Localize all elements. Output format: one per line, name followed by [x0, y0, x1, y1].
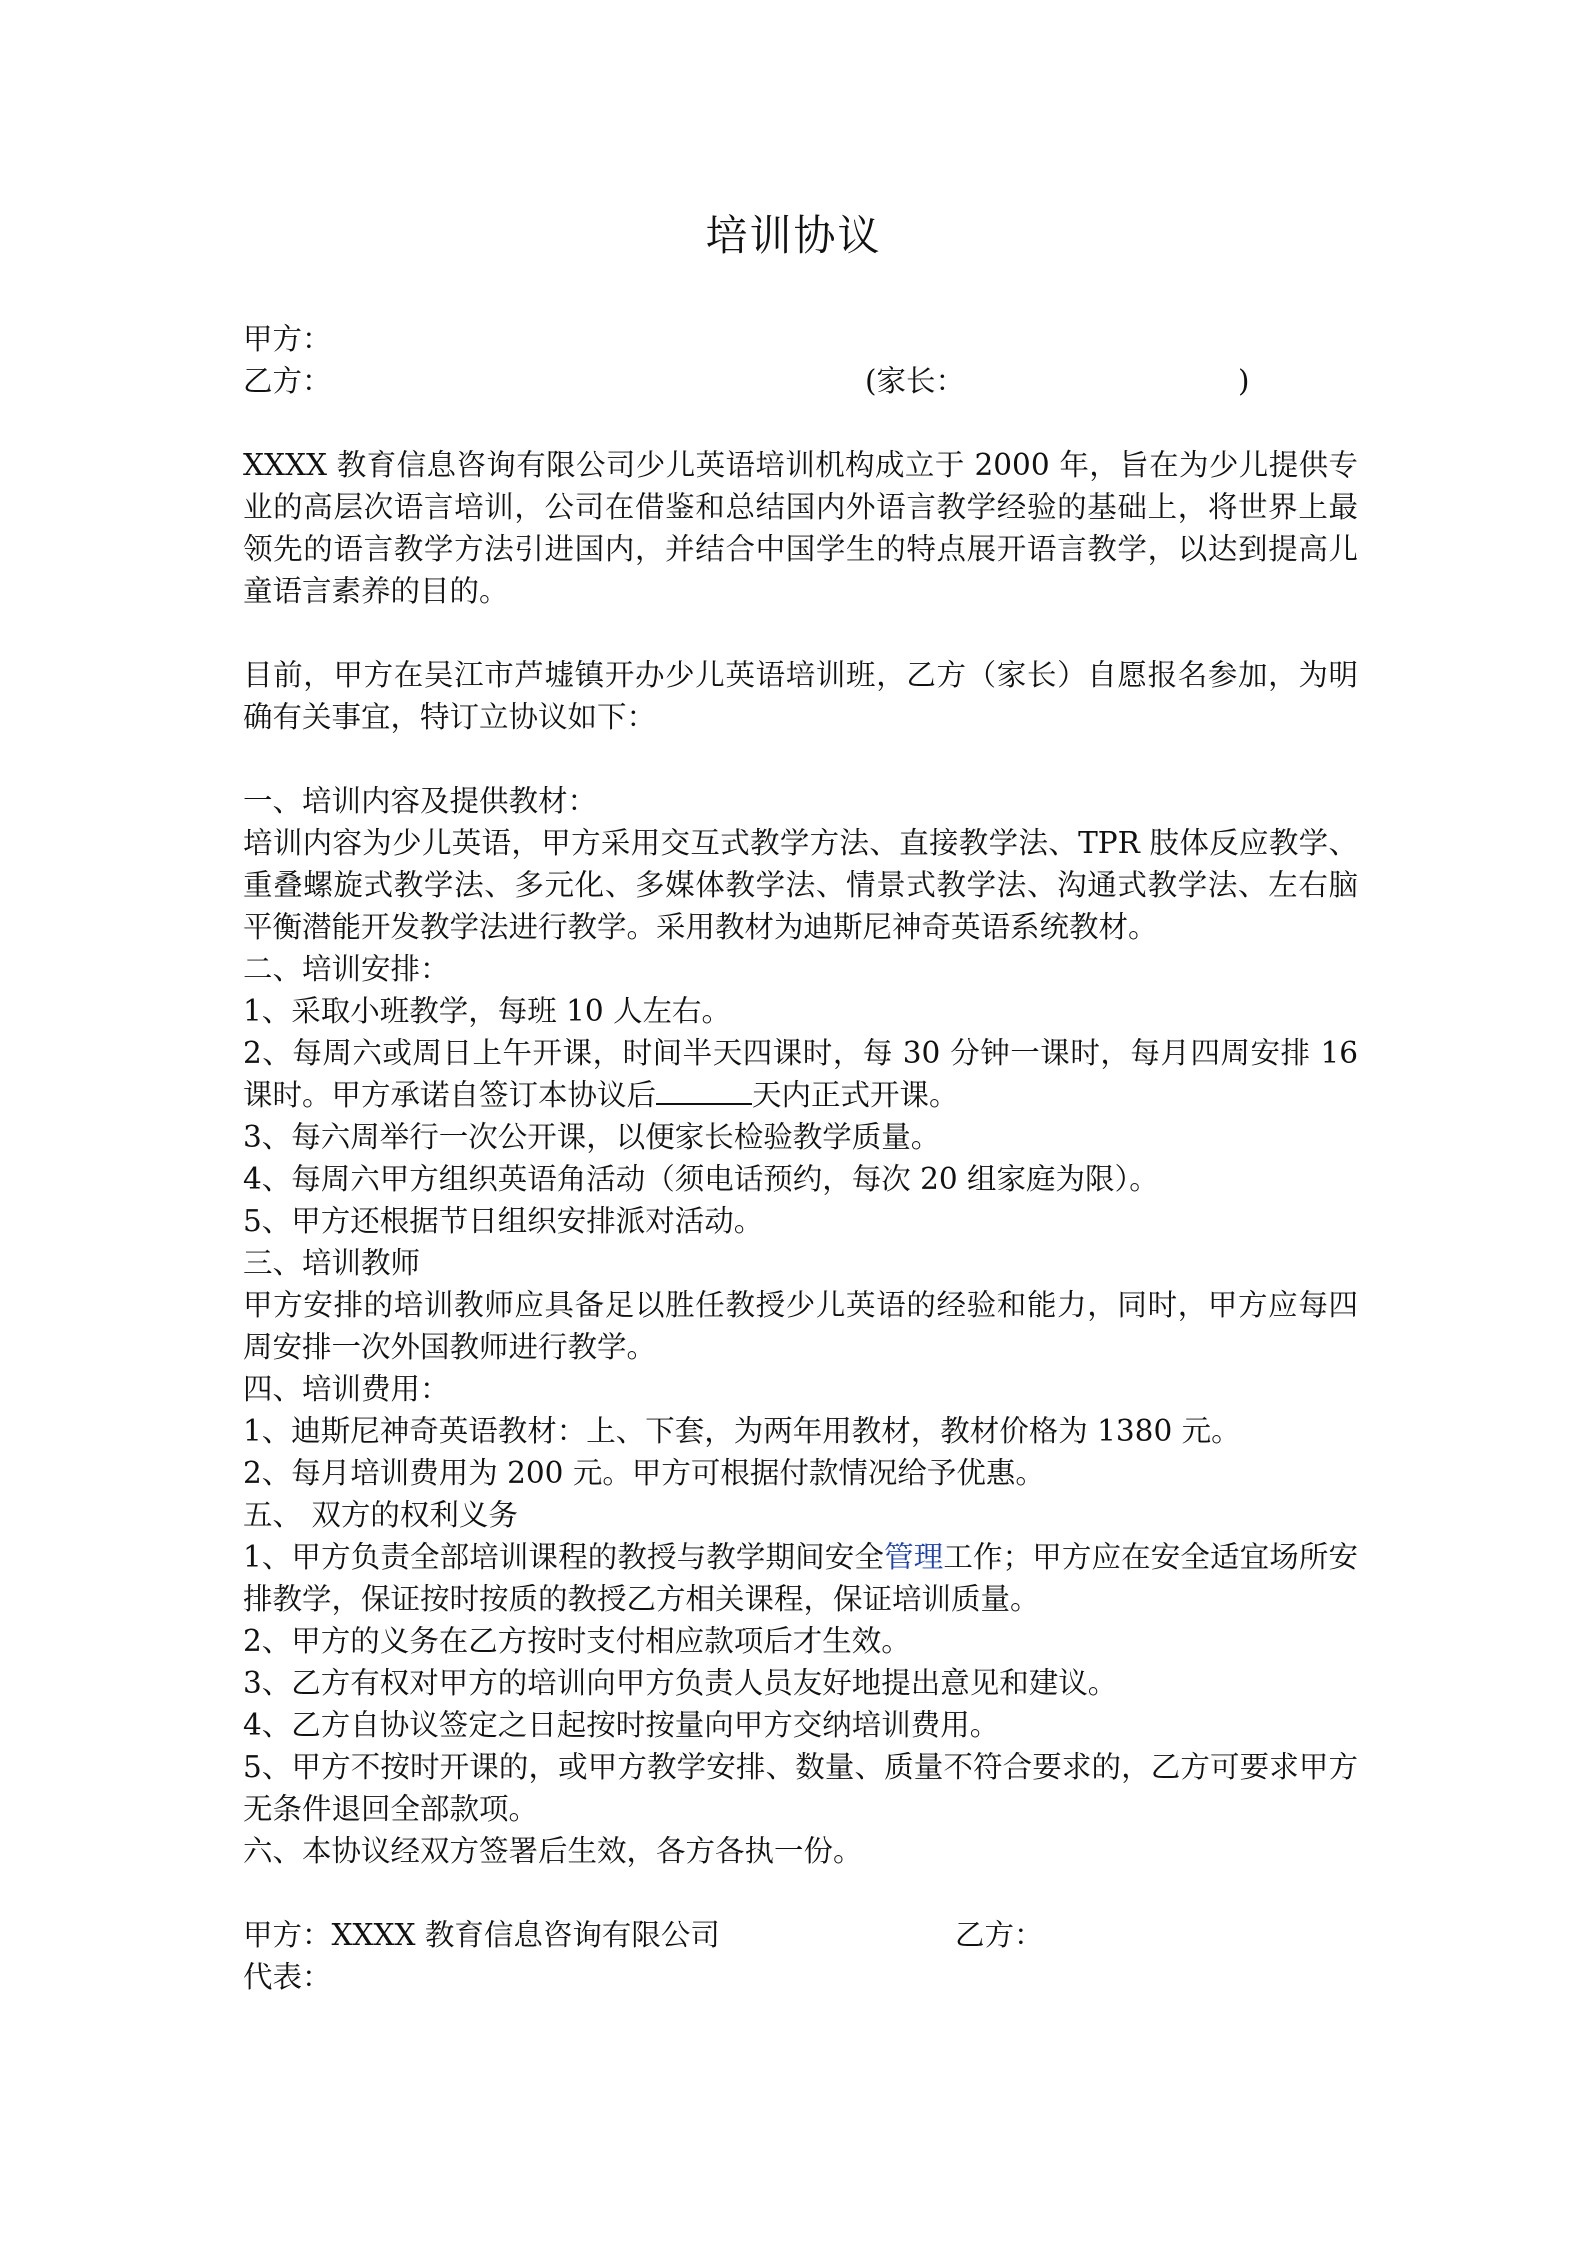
- section-5-item-1: [243, 1536, 1358, 1620]
- section-5-item-2: 2、甲方的义务在乙方按时支付相应款项后才生效。: [243, 1624, 911, 1658]
- section-4-item-1: 1、迪斯尼神奇英语教材：上、下套，为两年用教材，教材价格为 1380 元。: [243, 1414, 1241, 1448]
- spacer: [243, 738, 1358, 780]
- section-5-item-1-tail: 工作；甲方应在安全适宜场所安排教学，保证按时按质的教授乙方相关课程，保证培训质量。: [243, 1540, 1358, 1616]
- party-b-label: 乙方：: [243, 364, 332, 398]
- representative-line: 代表：: [243, 1960, 332, 1994]
- section-4-heading: 四、培训费用：: [243, 1372, 450, 1406]
- section-5-item-5: 5、甲方不按时开课的，或甲方教学安排、数量、质量不符合要求的，乙方可要求甲方无条件退回全部款项。: [243, 1750, 1358, 1826]
- intro-paragraph-2: 目前，甲方在吴江市芦墟镇开办少儿英语培训班，乙方（家长）自愿报名参加，为明确有关事宜，特订立协议如下：: [243, 658, 1358, 734]
- parent-label: (家长：: [865, 364, 966, 398]
- signature-party-b: 乙方：: [955, 1918, 1044, 1952]
- days-blank-field: [656, 1075, 752, 1105]
- section-2-item-3: 3、每六周举行一次公开课，以便家长检验教学质量。: [243, 1120, 941, 1154]
- section-2-item-4: 4、每周六甲方组织英语角活动（须电话预约，每次 20 组家庭为限）。: [243, 1162, 1159, 1196]
- spacer: [243, 612, 1358, 654]
- party-b-line: [243, 360, 1358, 402]
- management-link[interactable]: 管理: [884, 1540, 944, 1574]
- section-2-item-1: 1、采取小班教学，每班 10 人左右。: [243, 994, 732, 1028]
- spacer: [243, 1872, 1358, 1914]
- party-a-label: 甲方：: [243, 322, 332, 356]
- section-3-body: 甲方安排的培训教师应具备足以胜任教授少儿英语的经验和能力，同时，甲方应每四周安排一次外国教师进行教学。: [243, 1288, 1358, 1364]
- party-a-line: [243, 318, 1358, 360]
- section-2-item-2-text: 2、每周六或周日上午开课，时间半天四课时，每 30 分钟一课时，每月四周安排 16 课时。甲方承诺自签订本协议后: [243, 1036, 1358, 1112]
- section-1-heading: 一、培训内容及提供教材：: [243, 784, 598, 818]
- section-3-heading: 三、培训教师: [243, 1246, 421, 1280]
- section-5-item-4: 4、乙方自协议签定之日起按时按量向甲方交纳培训费用。: [243, 1708, 1000, 1742]
- section-5-item-3: 3、乙方有权对甲方的培训向甲方负责人员友好地提出意见和建议。: [243, 1666, 1118, 1700]
- section-2-item-2: [243, 1032, 1358, 1116]
- parent-close: ): [1238, 364, 1250, 398]
- signature-row: [243, 1914, 1358, 1956]
- section-2-heading: 二、培训安排：: [243, 952, 450, 986]
- section-2-item-5: 5、甲方还根据节日组织安排派对活动。: [243, 1204, 764, 1238]
- section-2-item-2-tail: 天内正式开课。: [752, 1078, 959, 1112]
- section-1-body: 培训内容为少儿英语，甲方采用交互式教学方法、直接教学法、TPR 肢体反应教学、重叠螺旋式教学法、多元化、多媒体教学法、情景式教学法、沟通式教学法、左右脑平衡潜能开发教学法进行教学。采用教材为迪斯尼神奇英语系统教材。: [243, 826, 1358, 944]
- section-4-item-2: 2、每月培训费用为 200 元。甲方可根据付款情况给予优惠。: [243, 1456, 1045, 1490]
- signature-party-a: 甲方：XXXX 教育信息咨询有限公司: [243, 1918, 720, 1952]
- intro-paragraph-1: XXXX 教育信息咨询有限公司少儿英语培训机构成立于 2000 年，旨在为少儿提供专业的高层次语言培训，公司在借鉴和总结国内外语言教学经验的基础上，将世界上最领先的语言教学方法引进国内，并结合中国学生的特点展开语言教学，以达到提高儿童语言素养的目的。: [243, 448, 1358, 608]
- section-5-heading: 五、 双方的权利义务: [243, 1498, 518, 1532]
- section-6: 六、本协议经双方签署后生效，各方各执一份。: [243, 1834, 863, 1868]
- section-5-item-1-text: 1、甲方负责全部培训课程的教授与教学期间安全: [243, 1540, 885, 1574]
- spacer: [243, 402, 1358, 444]
- document-body: [243, 318, 1358, 1998]
- document-title: 培训协议: [705, 211, 882, 260]
